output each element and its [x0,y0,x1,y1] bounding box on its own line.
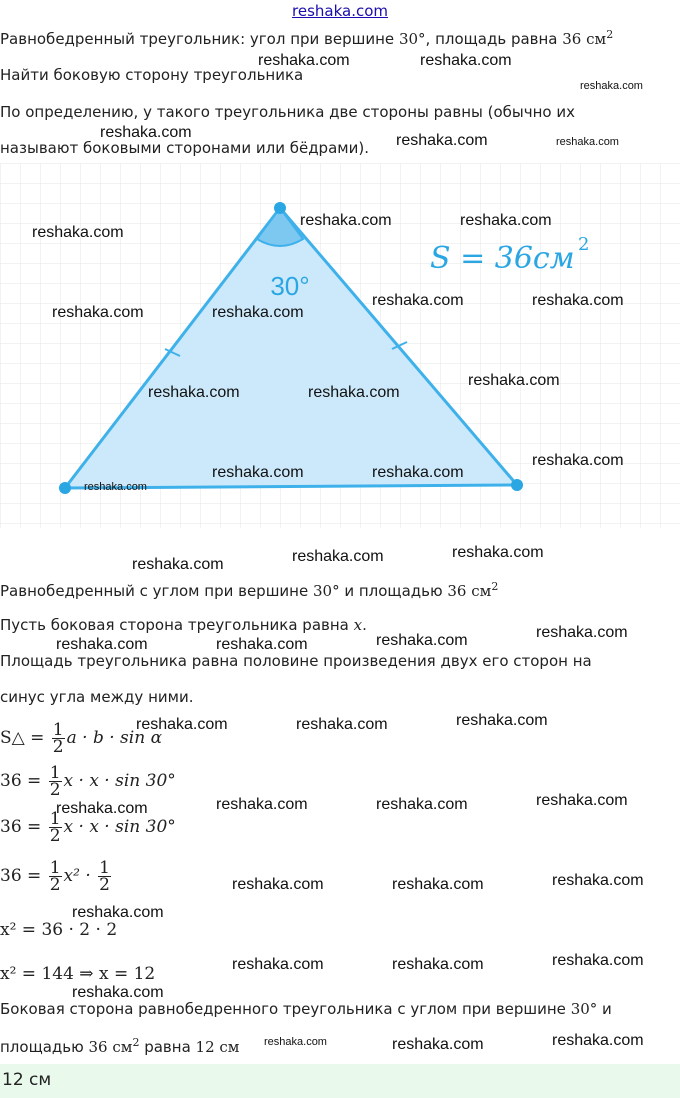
watermark: reshaka.com [460,212,552,229]
heading-text-a: Равнобедренный с углом при вершине [0,582,313,600]
watermark: reshaka.com [532,292,624,309]
eq2-right: x · x · sin 30° [63,771,176,791]
watermark: reshaka.com [292,548,384,565]
watermark: reshaka.com [258,52,350,69]
watermark: reshaka.com [212,464,304,481]
conclusion-line-1 [0,1000,612,1018]
watermark: reshaka.com [580,80,643,92]
watermark: reshaka.com [148,384,240,401]
watermark: reshaka.com [232,876,324,893]
watermark: reshaka.com [376,632,468,649]
watermark: reshaka.com [456,712,548,729]
watermark: reshaka.com [296,716,388,733]
eq3-right: x · x · sin 30° [63,817,176,837]
fraction-den: 2 [52,737,64,757]
fraction-half [49,765,62,798]
watermark: reshaka.com [52,304,144,321]
watermark: reshaka.com [396,132,488,149]
heading-area-exp: 2 [491,580,499,593]
fraction-half [49,860,62,893]
watermark: reshaka.com [136,716,228,733]
watermark: reshaka.com [452,544,544,561]
conclusion-angle: 30° [570,1000,598,1018]
watermark: reshaka.com [420,52,512,69]
fraction-num: 1 [49,809,61,829]
equation-5: x² = 36 · 2 · 2 [0,920,118,940]
conclusion-text-c: площадью [0,1038,89,1056]
watermark: reshaka.com [552,1032,644,1049]
vertex-left [59,482,71,494]
area-text-2: синус угла между ними. [0,688,194,706]
area-label-exp: 2 [578,234,590,255]
watermark: reshaka.com [308,384,400,401]
fraction-den: 2 [49,780,61,800]
watermark: reshaka.com [56,636,148,653]
heading-area: 36 см [447,582,492,600]
watermark: reshaka.com [532,452,624,469]
answer-box [0,1064,680,1098]
conclusion-text-b: и [597,1000,612,1018]
watermark: reshaka.com [556,136,619,148]
vertex-right [511,479,523,491]
area-label: S = 36см [430,241,575,276]
conclusion-line-2 [0,1036,239,1056]
watermark: reshaka.com [212,304,304,321]
fraction-num: 1 [99,858,110,878]
conclusion-text-a: Боковая сторона равнобедренного треугольника с углом при вершине [0,1000,571,1018]
fraction-den: 2 [99,875,110,895]
equation-6: x² = 144 ⇒ x = 12 [0,964,156,984]
watermark: reshaka.com [32,224,124,241]
vertex-top [274,202,286,214]
task-line-2: Найти боковую сторону треугольника [0,66,304,84]
watermark: reshaka.com [216,796,308,813]
let-var: x [353,616,363,634]
let-text-b: . [362,616,367,634]
heading-angle: 30° [312,582,340,600]
watermark: reshaka.com [552,952,644,969]
watermark: reshaka.com [392,876,484,893]
fraction-num: 1 [49,858,61,878]
watermark: reshaka.com [536,792,628,809]
solution-heading [0,580,498,600]
watermark: reshaka.com [392,956,484,973]
equation-4 [0,860,113,893]
answer-value: 12 см [2,1070,52,1090]
watermark: reshaka.com [84,481,147,493]
task-angle: 30° [398,30,426,48]
task-line-1 [0,28,613,48]
area-text-1: Площадь треугольника равна половине произведения двух его сторон на [0,652,592,670]
watermark: reshaka.com [372,464,464,481]
let-line [0,616,367,634]
watermark: reshaka.com [376,796,468,813]
eq2-left: 36 = [0,771,47,791]
angle-label: 30° [270,271,310,301]
eq4-left: 36 = [0,866,47,886]
eq1-right: a · b · sin α [66,728,163,748]
eq1-left: S△ = [0,728,50,748]
watermark: reshaka.com [392,1036,484,1053]
fraction-half [52,722,65,755]
definition-line-1: По определению, у такого треугольника две стороны равны (обычно их [0,103,575,121]
conclusion-text-d: равна [139,1038,196,1056]
fraction-num: 1 [52,720,64,740]
watermark: reshaka.com [536,624,628,641]
fraction-den: 2 [49,875,61,895]
task-text-a: Равнобедренный треугольник: угол при вершине [0,30,399,48]
equation-2 [0,765,176,798]
watermark: reshaka.com [72,904,164,921]
conclusion-value: 12 см [195,1038,240,1056]
watermark: reshaka.com [300,212,392,229]
fraction-num: 1 [49,763,61,783]
watermark: reshaka.com [468,372,560,389]
fraction-half [98,860,111,893]
eq3-left: 36 = [0,817,47,837]
heading-text-b: и площадью [339,582,448,600]
conclusion-area: 36 см [88,1038,133,1056]
task-text-b: , площадь равна [425,30,563,48]
watermark: reshaka.com [216,636,308,653]
watermark: reshaka.com [56,800,148,817]
watermark: reshaka.com [132,556,224,573]
watermark: reshaka.com [372,292,464,309]
watermark: reshaka.com [232,956,324,973]
let-text-a: Пусть боковая сторона треугольника равна [0,616,354,634]
task-area: 36 см [562,30,607,48]
definition-line-2: называют боковыми сторонами или бёдрами). [0,139,369,157]
fraction-den: 2 [49,826,61,846]
watermark: reshaka.com [72,984,164,1001]
watermark: reshaka.com [264,1036,327,1048]
watermark: reshaka.com [552,872,644,889]
eq4-mid: x² · [63,866,97,886]
conclusion-area-exp: 2 [132,1036,140,1049]
site-link[interactable]: reshaka.com [292,2,388,20]
task-area-exp: 2 [606,28,614,41]
watermark: reshaka.com [100,124,192,141]
